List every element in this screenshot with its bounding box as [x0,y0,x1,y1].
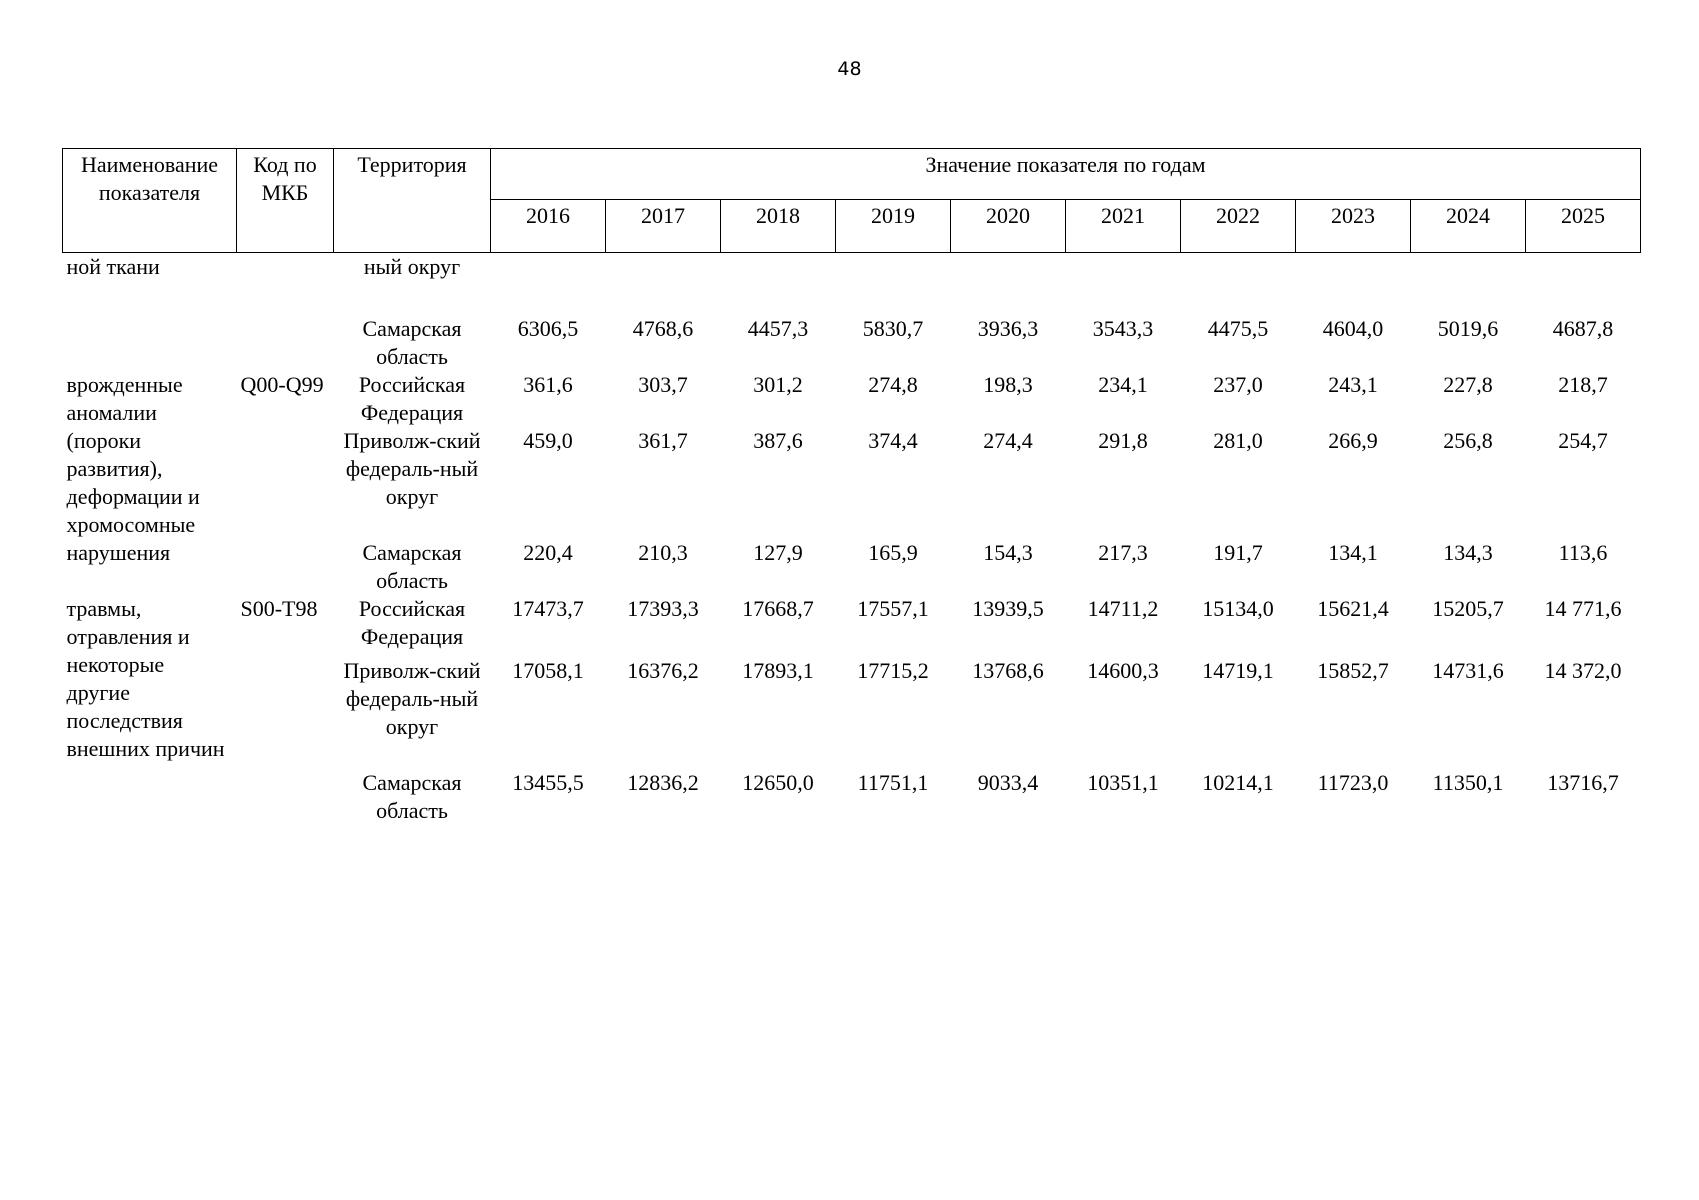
header-year: 2023 [1296,200,1411,253]
header-year: 2020 [951,200,1066,253]
table-row [63,595,1641,657]
value-cell: 5019,6 [1437,316,1499,341]
indicator-name: врожденные аномалии (пороки развития), деформации и хромосомные нарушения [66,372,200,565]
value-cell: 301,2 [753,372,803,397]
territory: Российская Федерация [358,372,466,425]
value-cell: 12836,2 [627,770,699,795]
value-cell: 303,7 [638,372,688,397]
value-cell: 10214,1 [1202,770,1274,795]
value-cell: 218,7 [1558,372,1608,397]
indicator-table [62,148,1641,825]
value-cell: 374,4 [868,428,918,453]
table-header [63,149,1641,253]
header-code: Код по МКБ [237,149,334,253]
territory: Самарская область [362,316,462,369]
value-cell: 256,8 [1443,428,1493,453]
header-year: 2022 [1181,200,1296,253]
value-cell: 14711,2 [1087,596,1159,621]
header-year: 2016 [491,200,606,253]
value-cell: 17668,7 [742,596,814,621]
value-cell: 254,7 [1558,428,1608,453]
icd-code: Q00-Q99 [240,372,324,397]
value-cell: 210,3 [638,540,688,565]
value-cell: 6306,5 [517,316,579,341]
value-cell: 274,8 [868,372,918,397]
value-cell: 134,3 [1443,540,1493,565]
icd-code [237,253,334,316]
header-year: 2024 [1411,200,1526,253]
icd-code: S00-T98 [240,596,318,621]
header-territory: Территория [334,149,491,253]
value-cell [1411,253,1526,316]
value-cell: 17473,7 [512,596,584,621]
value-cell: 134,1 [1328,540,1378,565]
indicator-name [63,315,237,371]
value-cell: 243,1 [1328,372,1378,397]
value-cell: 227,8 [1443,372,1493,397]
icd-code [237,315,334,371]
value-cell: 220,4 [523,540,573,565]
value-cell: 291,8 [1098,428,1148,453]
header-year: 2019 [836,200,951,253]
territory: Самарская область [362,540,462,593]
value-cell: 13716,7 [1547,770,1619,795]
header-year: 2025 [1526,200,1641,253]
value-cell: 3543,3 [1092,316,1154,341]
value-cell: 191,7 [1213,540,1263,565]
header-year: 2021 [1066,200,1181,253]
page-number: 48 [837,58,862,80]
value-cell: 15134,0 [1202,596,1274,621]
value-cell: 281,0 [1213,428,1263,453]
value-cell [1296,253,1411,316]
value-cell: 3936,3 [977,316,1039,341]
value-cell: 17557,1 [857,596,929,621]
value-cell [951,253,1066,316]
value-cell: 4604,0 [1322,316,1384,341]
indicator-name: ной ткани [66,254,160,279]
value-cell: 198,3 [983,372,1033,397]
value-cell [606,253,721,316]
header-name: Наименование показателя [63,149,237,253]
value-cell: 5830,7 [862,316,924,341]
value-cell: 12650,0 [742,770,814,795]
value-cell: 274,4 [983,428,1033,453]
table-row [63,315,1641,371]
value-cell [1526,253,1641,316]
value-cell: 4687,8 [1552,316,1614,341]
value-cell: 113,6 [1558,540,1608,565]
value-cell: 11723,0 [1317,770,1389,795]
territory: Приволж-ский федераль-ный округ [343,428,481,509]
value-cell: 15621,4 [1317,596,1389,621]
value-cell: 11751,1 [857,770,929,795]
value-cell [1066,253,1181,316]
territory: Приволж-ский федераль-ный округ [343,658,481,739]
value-cell: 266,9 [1328,428,1378,453]
value-cell: 14 771,6 [1544,596,1622,621]
value-cell: 15205,7 [1432,596,1504,621]
value-cell: 217,3 [1098,540,1148,565]
table-row [63,371,1641,427]
value-cell [721,253,836,316]
value-cell: 4768,6 [632,316,694,341]
value-cell: 14731,6 [1432,658,1504,683]
value-cell: 387,6 [753,428,803,453]
table-row [63,253,1641,316]
header-values-group: Значение показателя по годам [491,149,1641,200]
value-cell [491,253,606,316]
header-year: 2018 [721,200,836,253]
value-cell: 14600,3 [1087,658,1159,683]
value-cell: 154,3 [983,540,1033,565]
territory: Самарская область [362,770,462,823]
value-cell: 10351,1 [1087,770,1159,795]
value-cell: 15852,7 [1317,658,1389,683]
territory: Российская Федерация [358,596,466,649]
value-cell: 459,0 [523,428,573,453]
value-cell: 9033,4 [977,770,1039,795]
value-cell: 127,9 [753,540,803,565]
value-cell: 17715,2 [857,658,929,683]
value-cell: 234,1 [1098,372,1148,397]
value-cell: 13939,5 [972,596,1044,621]
value-cell: 17893,1 [742,658,814,683]
value-cell: 13455,5 [512,770,584,795]
value-cell: 16376,2 [627,658,699,683]
value-cell: 361,7 [638,428,688,453]
value-cell: 14 372,0 [1544,658,1622,683]
value-cell: 11350,1 [1432,770,1504,795]
indicator-name: травмы, отравления и некоторые другие последствия внешних причин [66,596,225,761]
table-body [63,253,1641,826]
value-cell: 13768,6 [972,658,1044,683]
value-cell: 14719,1 [1202,658,1274,683]
value-cell [1181,253,1296,316]
value-cell: 165,9 [868,540,918,565]
value-cell: 4475,5 [1207,316,1269,341]
value-cell: 4457,3 [747,316,809,341]
value-cell: 237,0 [1213,372,1263,397]
value-cell [836,253,951,316]
value-cell: 361,6 [523,372,573,397]
territory: ный округ [363,254,461,279]
header-year: 2017 [606,200,721,253]
value-cell: 17393,3 [627,596,699,621]
value-cell: 17058,1 [512,658,584,683]
